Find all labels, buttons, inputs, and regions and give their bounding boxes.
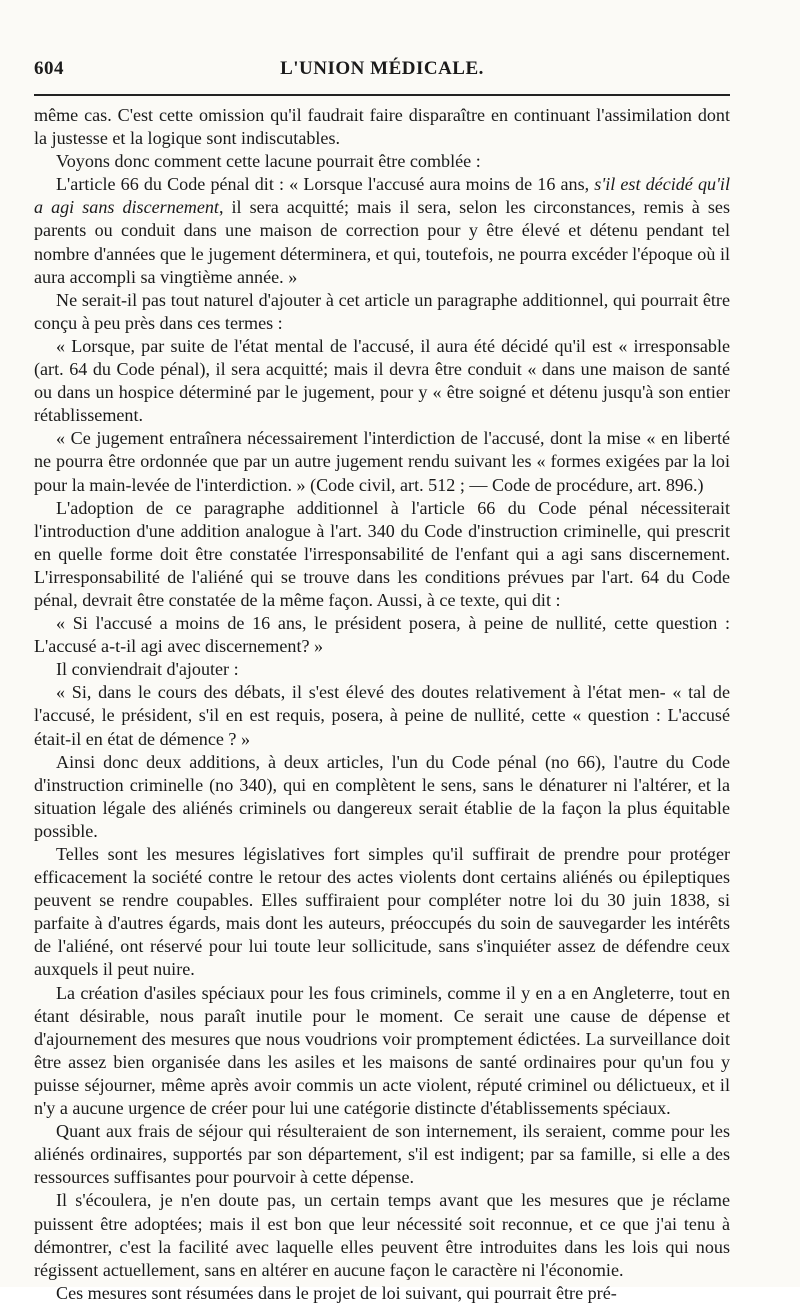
quoted-paragraph: « Ce jugement entraînera nécessairement l'interdiction de l'accusé, dont la mise « en liberté ne pourra être ordonnée que par un autre jugement rendu suivant les « formes exigées par la loi pour la main-levée de l'interdiction. » (Code civil, art. 512 ; — Code de procédure, art. 896.)	[34, 428, 730, 495]
paragraph-tail: , il sera acquitté; mais il sera, selon les circonstances, remis à ses parents ou conduit dans une maison de correction pour y être élevé et détenu pendant tel nombre d'années que le jugement déterminera, et qui, toutefois, ne pourra excéder l'époque où il aura accompli sa vingtième année. »	[34, 197, 730, 287]
paragraph: Ainsi donc deux additions, à deux articles, l'un du Code pénal (no 66), l'autre du Code d'instruction criminelle (no 340), qui en complètent le sens, sans le dénaturer ni l'altérer, et la situation légale des aliénés criminels ou dangereux serait établie de la façon la plus équitable possible.	[34, 751, 730, 841]
paragraph: Quant aux frais de séjour qui résulteraient de son internement, ils seraient, comme pour les aliénés ordinaires, supportés par son département, s'il est indigent; par sa famille, si elle a des ressources suffisantes pour pourvoir à cette dépense.	[34, 1121, 730, 1188]
paragraph: La création d'asiles spéciaux pour les fous criminels, comme il y en a en Angleterre, tout en étant désirable, nous paraît inutile pour le moment. Ce serait une cause de dépense et d'ajournement des mesures que nous voudrions voir promptement édictées. La surveillance doit être assez bien organisée dans les asiles et les maisons de santé ordinaires pour qu'un fou y puisse séjourner, même après avoir commis un acte violent, réputé criminel ou délictueux, et il n'y a aucune urgence de créer pour lui une catégorie distincte d'établissements spéciaux.	[34, 982, 730, 1119]
body-text	[34, 104, 730, 1305]
page-header	[34, 58, 730, 88]
quoted-paragraph: « Lorsque, par suite de l'état mental de l'accusé, il aura été décidé qu'il est « irresponsable (art. 64 du Code pénal), il sera acquitté; mais il devra être conduit « dans une maison de santé ou dans un hospice déterminé par le jugement, pour y « être soigné et détenu jusqu'à son entier rétablissement.	[34, 335, 730, 426]
paragraph-lead: L'article 66 du Code pénal dit : « Lorsque l'accusé aura moins de 16 ans,	[56, 174, 595, 195]
page-number: 604	[34, 58, 64, 79]
paragraph: Il conviendrait d'ajouter :	[56, 659, 239, 680]
paragraph-article-66	[34, 173, 730, 288]
paragraph: Ne serait-il pas tout naturel d'ajouter à cet article un paragraphe additionnel, qui pourrait être conçu à peu près dans ces termes :	[34, 289, 730, 333]
paragraph: Voyons donc comment cette lacune pourrait être comblée :	[56, 151, 481, 172]
paragraph: même cas. C'est cette omission qu'il faudrait faire disparaître en continuant l'assimilation dont la justesse et la logique sont indiscutables.	[34, 105, 730, 149]
quoted-paragraph: « Si l'accusé a moins de 16 ans, le président posera, à peine de nullité, cette question : L'accusé a-t-il agi avec discernement? »	[34, 613, 730, 657]
paragraph: L'adoption de ce paragraphe additionnel à l'article 66 du Code pénal nécessiterait l'introduction d'une addition analogue à l'art. 340 du Code d'instruction criminelle, qui prescrit en quelle forme doit être constatée l'irresponsabilité de l'enfant qui a agi sans discernement. L'irresponsabilité de l'aliéné qui se trouve dans les conditions prévues par l'art. 64 du Code pénal, devrait être constatée de la même façon. Aussi, à ce texte, qui dit :	[34, 497, 730, 610]
header-rule	[34, 94, 730, 96]
paragraph-italic: s'il est décidé qu'il a agi sans discernement	[34, 174, 730, 218]
paragraph: Ces mesures sont résumées dans le projet de loi suivant, qui pourrait être pré-	[56, 1282, 617, 1303]
paragraph: Il s'écoulera, je n'en doute pas, un certain temps avant que les mesures que je réclame puissent être adoptées; mais il est bon que leur nécessité soit reconnue, et ce que j'ai tenu à démontrer, c'est la facilité avec laquelle elles peuvent être introduites dans les lois qui nous régissent actuellement, sans en altérer en aucune façon le caractère ni l'économie.	[34, 1190, 730, 1280]
quoted-paragraph: « Si, dans le cours des débats, il s'est élevé des doutes relativement à l'état men- « tal de l'accusé, le président, s'il en est requis, posera, à peine de nullité, cette « question : L'accusé était-il en état de démence ? »	[34, 682, 730, 749]
running-title: L'UNION MÉDICALE.	[280, 58, 484, 79]
paragraph: Telles sont les mesures législatives fort simples qu'il suffirait de prendre pour protéger efficacement la société contre le retour des actes violents dont certains aliénés ou épileptiques peuvent se rendre coupables. Elles suffiraient pour compléter notre loi du 30 juin 1838, si parfaite à d'autres égards, mais dont les auteurs, préoccupés du soin de sauvegarder les intérêts de l'aliéné, ont réservé pour lui toute leur sollicitude, sans s'inquiéter assez de défendre ceux auxquels il peut nuire.	[34, 844, 730, 980]
